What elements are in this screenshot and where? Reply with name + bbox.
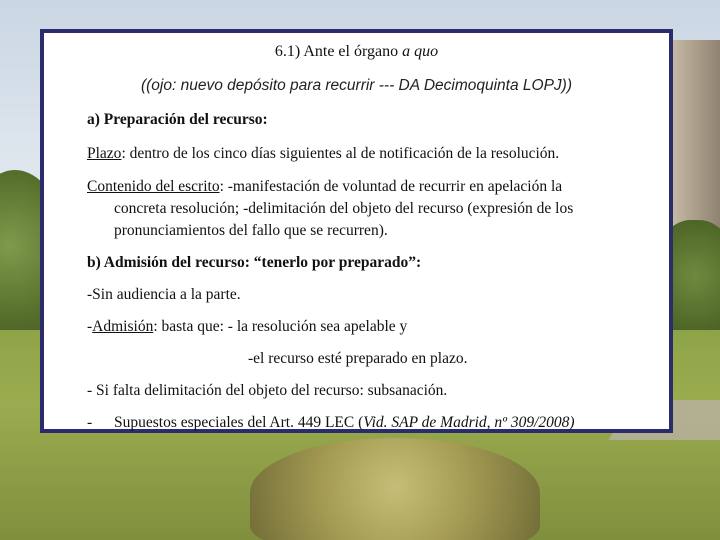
contenido-line-2: concreta resolución; -delimitación del objeto del recurso (expresión de los — [114, 200, 574, 217]
contenido-line-3: pronunciamientos del fallo que se recurren). — [114, 222, 388, 239]
supuestos-dash: - — [87, 414, 93, 431]
section-b-heading: b) Admisión del recurso: “tenerlo por preparado”: — [87, 254, 422, 271]
sin-audiencia: -Sin audiencia a la parte. — [87, 286, 241, 303]
plazo-text: : dentro de los cinco días siguientes al de notificación de la resolución. — [121, 145, 560, 162]
plazo-label: Plazo — [87, 145, 122, 162]
contenido-line-1 — [87, 176, 562, 198]
supuestos-text: Supuestos especiales del Art. 449 LEC ( — [114, 414, 364, 431]
slide-text-panel — [40, 29, 673, 433]
slide-subtitle: ((ojo: nuevo depósito para recurrir --- DA Decimoquinta LOPJ)) — [140, 77, 572, 94]
admision-line-2: -el recurso esté preparado en plazo. — [248, 350, 468, 367]
supuestos-citation: Vid. SAP de Madrid, nº 309/2008) — [363, 414, 575, 431]
contenido-text: : -manifestación de voluntad de recurrir en apelación la — [219, 178, 563, 195]
admision-dash: - — [87, 318, 93, 335]
shrub — [250, 438, 540, 540]
supuestos-especiales — [114, 412, 575, 434]
admision-text: : basta que: - la resolución sea apelable y — [153, 318, 408, 335]
contenido-label: Contenido del escrito — [87, 178, 220, 195]
admision-line-1 — [87, 316, 407, 338]
title-text: 6.1) Ante el órgano — [274, 43, 403, 60]
plazo-paragraph — [87, 143, 559, 165]
section-a-heading: a) Preparación del recurso: — [87, 111, 268, 128]
slide-title — [44, 41, 669, 63]
admision-label: Admisión — [92, 318, 154, 335]
title-italic: a quo — [402, 43, 439, 60]
falta-delimitacion: - Si falta delimitación del objeto del recurso: subsanación. — [87, 382, 448, 399]
